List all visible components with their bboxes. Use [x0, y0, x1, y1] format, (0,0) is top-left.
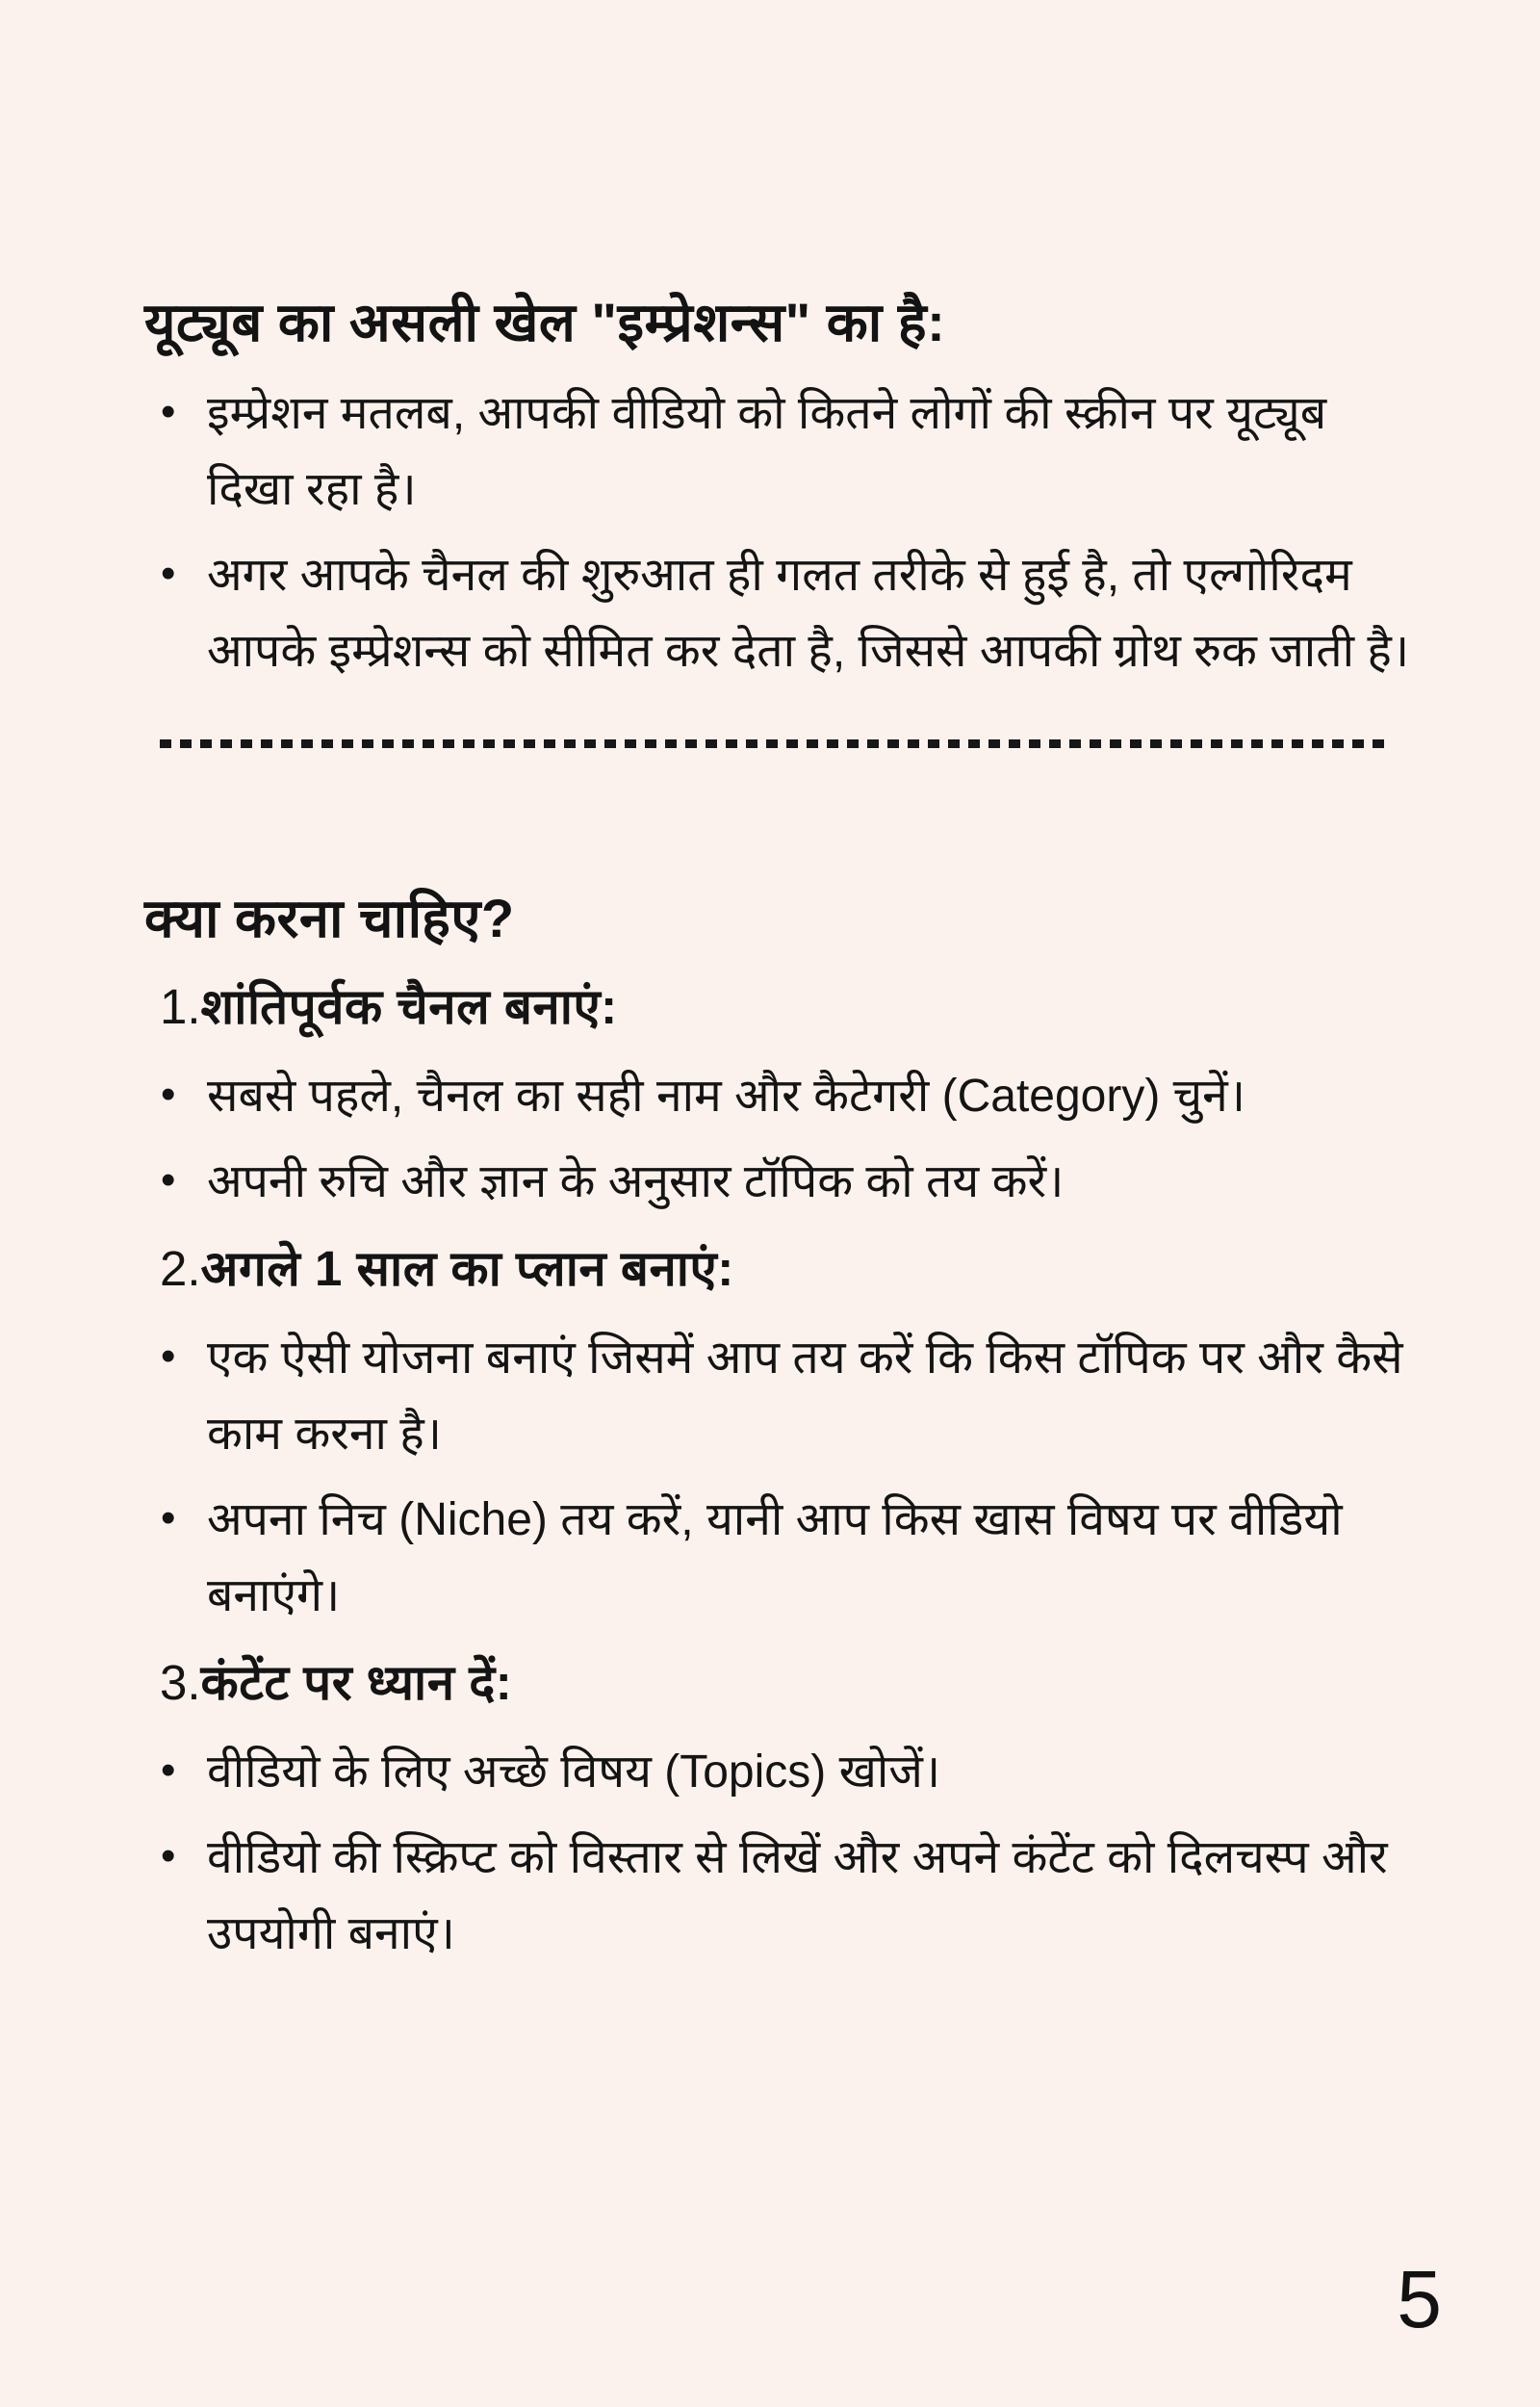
list-item	[144, 1144, 1411, 1220]
bullet-text: एक ऐसी योजना बनाएं जिसमें आप तय करें कि किस टॉपिक पर और कैसे काम करना है।	[207, 1333, 1403, 1460]
bullet-dot-icon: •	[161, 550, 176, 597]
item-2-bullet-list	[144, 1320, 1411, 1634]
list-item	[144, 1734, 1411, 1810]
impressions-bullet-list	[144, 375, 1411, 689]
item-number: 1.	[160, 979, 201, 1034]
bullet-dot-icon: •	[161, 1832, 176, 1879]
bullet-text: वीडियो के लिए अच्छे विषय (Topics) खोजें।	[207, 1747, 941, 1798]
page-content	[144, 281, 1411, 1981]
list-item	[144, 1820, 1411, 1972]
section-heading-impressions: यूट्यूब का असली खेल "इम्प्रेशन्स" का है:	[144, 292, 946, 352]
item-title: अगले 1 साल का प्लान बनाएं:	[200, 1241, 734, 1296]
bullet-text: इम्प्रेशन मतलब, आपकी वीडियो को कितने लोगों की स्क्रीन पर यूट्यूब दिखा रहा है।	[207, 388, 1327, 515]
bullet-text: सबसे पहले, चैनल का सही नाम और कैटेगरी (Category) चुनें।	[207, 1071, 1245, 1122]
bullet-text: अगर आपके चैनल की शुरुआत ही गलत तरीके से हुई है, तो एल्गोरिदम आपके इम्प्रेशन्स को सीमित कर देता है, जिससे आपकी ग्रोथ रुक जाती है।	[207, 550, 1410, 677]
list-item	[144, 1482, 1411, 1634]
item-number: 3.	[160, 1655, 201, 1710]
bullet-dot-icon: •	[161, 1071, 176, 1118]
item-3-bullet-list	[144, 1734, 1411, 1972]
bullet-dot-icon: •	[161, 1747, 176, 1794]
list-item	[144, 1320, 1411, 1472]
bullet-dot-icon: •	[161, 1494, 176, 1541]
list-item	[144, 537, 1411, 689]
bullet-dot-icon: •	[161, 1156, 176, 1204]
bullet-dot-icon: •	[161, 1333, 176, 1380]
list-item	[144, 375, 1411, 528]
bullet-text: वीडियो की स्क्रिप्ट को विस्तार से लिखें और अपने कंटेंट को दिलचस्प और उपयोगी बनाएं।	[207, 1832, 1388, 1959]
item-title: शांतिपूर्वक चैनल बनाएं:	[200, 979, 618, 1034]
dashed-divider	[160, 739, 1390, 748]
section-heading-what-to-do: क्या करना चाहिए?	[144, 888, 515, 948]
numbered-item-1	[144, 968, 1411, 1047]
bullet-text: अपनी रुचि और ज्ञान के अनुसार टॉपिक को तय करें।	[207, 1156, 1065, 1207]
bullet-text: अपना निच (Niche) तय करें, यानी आप किस खास विषय पर वीडियो बनाएंगे।	[207, 1494, 1343, 1621]
item-title: कंटेंट पर ध्यान दें:	[200, 1655, 513, 1710]
list-item	[144, 1058, 1411, 1134]
item-number: 2.	[160, 1241, 201, 1296]
bullet-dot-icon: •	[161, 388, 176, 435]
item-1-bullet-list	[144, 1058, 1411, 1220]
numbered-item-3	[144, 1643, 1411, 1722]
page-number: 5	[1397, 2254, 1442, 2344]
numbered-item-2	[144, 1229, 1411, 1308]
